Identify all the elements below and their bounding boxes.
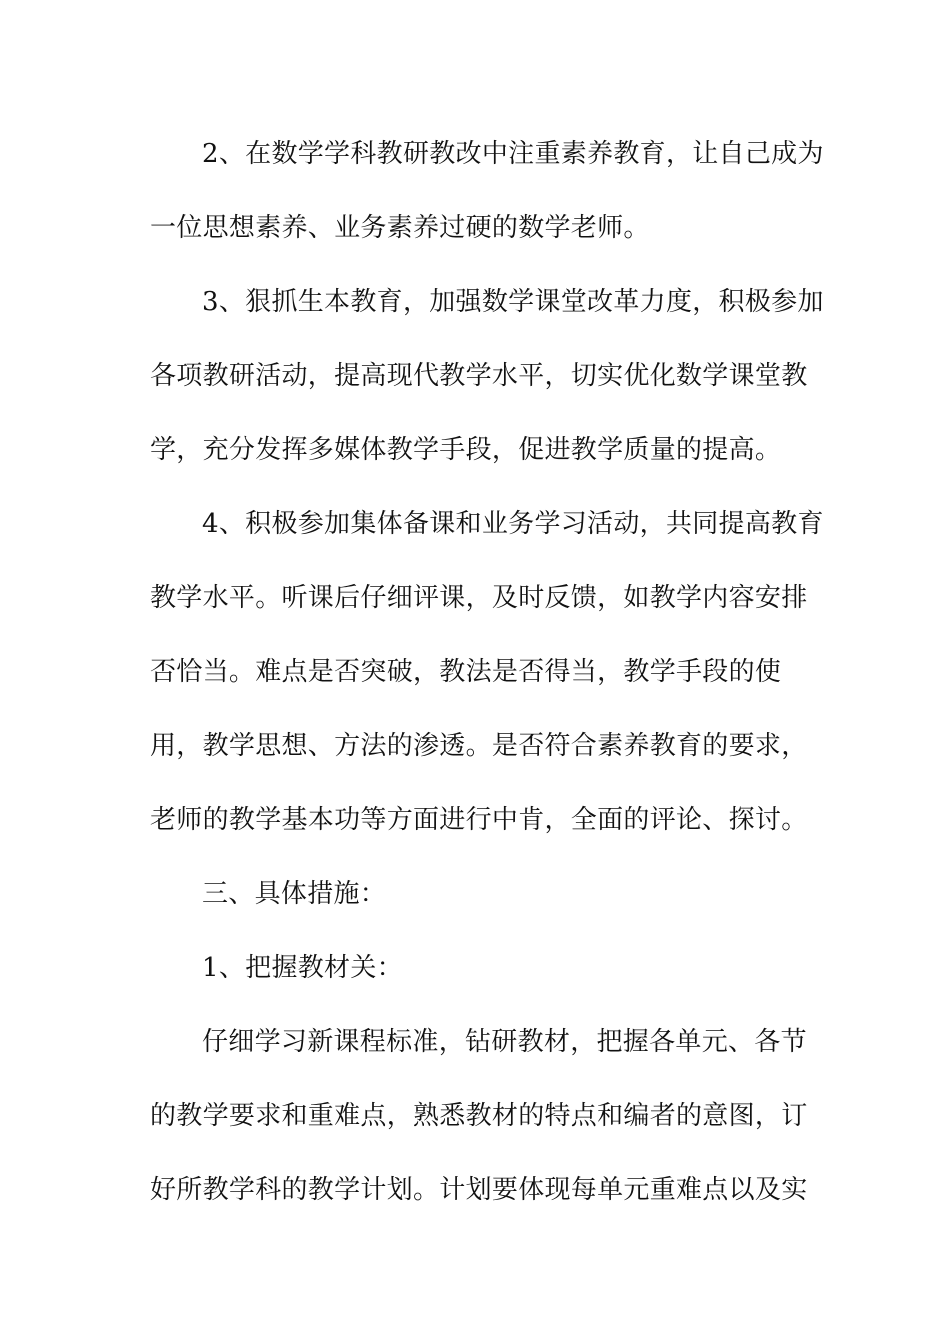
paragraph-line: 教学水平。听课后仔细评课，及时反馈，如教学内容安排 bbox=[150, 583, 808, 613]
paragraph-line: 否恰当。难点是否突破，教法是否得当，教学手段的使 bbox=[150, 657, 782, 687]
paragraph-line: 2、在数学学科教研教改中注重素养教育，让自己成为 bbox=[202, 139, 824, 169]
paragraph-line: 一位思想素养、业务素养过硬的数学老师。 bbox=[150, 213, 650, 243]
paragraph-line: 仔细学习新课程标准，钻研教材，把握各单元、各节 bbox=[202, 1027, 807, 1057]
paragraph-line: 用，教学思想、方法的渗透。是否符合素养教育的要求， bbox=[150, 731, 808, 761]
paragraph-line: 各项教研活动，提高现代教学水平，切实优化数学课堂教 bbox=[150, 361, 808, 391]
section-heading: 三、具体措施： bbox=[202, 879, 387, 909]
paragraph-line: 好所教学科的教学计划。计划要体现每单元重难点以及实 bbox=[150, 1175, 808, 1205]
paragraph-line: 的教学要求和重难点，熟悉教材的特点和编者的意图，订 bbox=[150, 1101, 808, 1131]
paragraph-line: 老师的教学基本功等方面进行中肯，全面的评论、探讨。 bbox=[150, 805, 808, 835]
subsection-heading: 1、把握教材关： bbox=[202, 953, 403, 983]
paragraph-line: 学，充分发挥多媒体教学手段，促进教学质量的提高。 bbox=[150, 435, 782, 465]
paragraph-line: 3、狠抓生本教育，加强数学课堂改革力度，积极参加 bbox=[202, 287, 824, 317]
paragraph-line: 4、积极参加集体备课和业务学习活动，共同提高教育 bbox=[202, 509, 824, 539]
